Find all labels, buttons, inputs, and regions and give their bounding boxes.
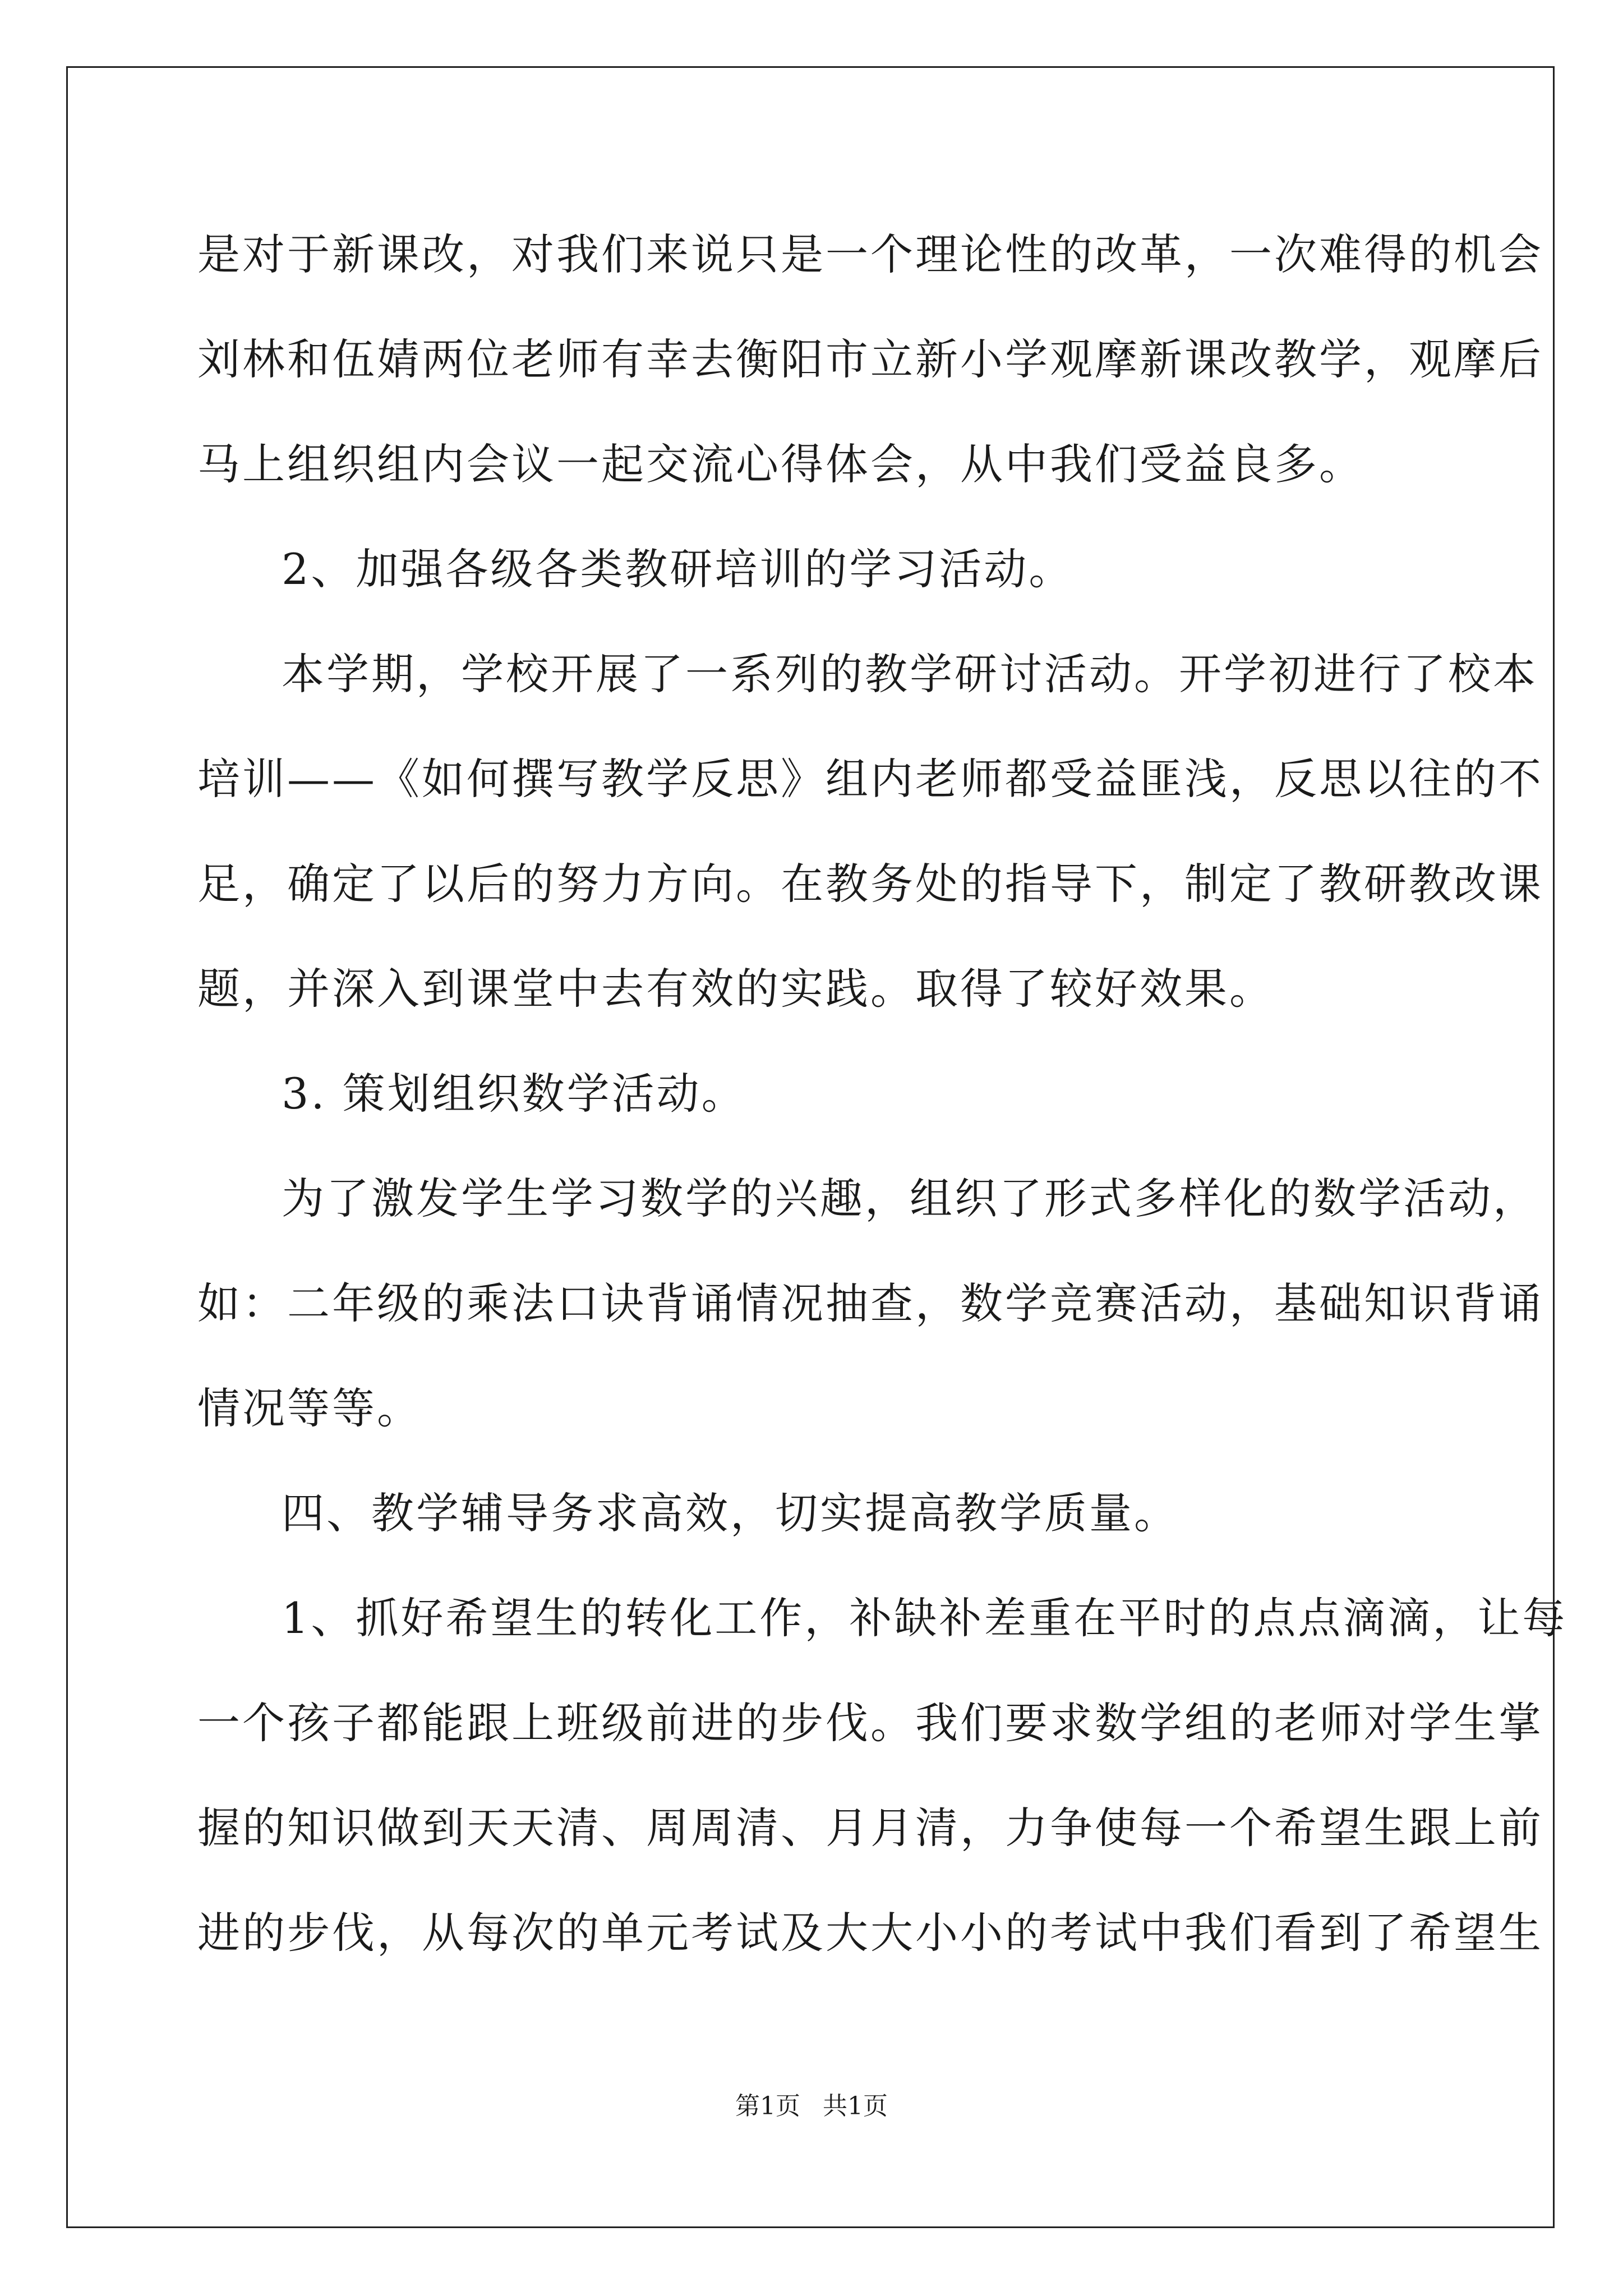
body-line: 情况等等。 xyxy=(197,1383,422,1433)
body-line: 本学期，学校开展了一系列的教学研讨活动。开学初进行了校本 xyxy=(282,649,1538,699)
page-footer xyxy=(0,2090,1623,2123)
section-heading: 四、教学辅导务求高效，切实提高教学质量。 xyxy=(282,1488,1179,1538)
page-number: 第1页 xyxy=(735,2092,800,2120)
section-heading: 3. 策划组织数学活动。 xyxy=(282,1069,746,1119)
body-line: 马上组织组内会议一起交流心得体会，从中我们受益良多。 xyxy=(197,439,1364,489)
body-line: 培训——《如何撰写教学反思》组内老师都受益匪浅，反思以往的不 xyxy=(197,754,1543,804)
body-line: 是对于新课改，对我们来说只是一个理论性的改革，一次难得的机会 xyxy=(197,229,1543,279)
body-line: 进的步伐，从每次的单元考试及大大小小的考试中我们看到了希望生 xyxy=(197,1908,1543,1958)
body-line: 握的知识做到天天清、周周清、月月清，力争使每一个希望生跟上前 xyxy=(197,1803,1543,1853)
document-body xyxy=(197,202,1567,1985)
page-total: 共1页 xyxy=(823,2092,888,2120)
body-line: 如：二年级的乘法口诀背诵情况抽查，数学竞赛活动，基础知识背诵 xyxy=(197,1278,1543,1328)
section-heading: 2、加强各级各类教研培训的学习活动。 xyxy=(282,544,1074,594)
body-line: 为了激发学生学习数学的兴趣，组织了形式多样化的数学活动， xyxy=(282,1174,1538,1223)
body-line: 刘林和伍婧两位老师有幸去衡阳市立新小学观摩新课改教学，观摩后 xyxy=(197,334,1543,384)
body-line: 足，确定了以后的努力方向。在教务处的指导下，制定了教研教改课 xyxy=(197,859,1543,909)
body-line: 1、抓好希望生的转化工作，补缺补差重在平时的点点滴滴，让每 xyxy=(282,1593,1567,1643)
body-line: 一个孩子都能跟上班级前进的步伐。我们要求数学组的老师对学生掌 xyxy=(197,1698,1543,1748)
body-line: 题，并深入到课堂中去有效的实践。取得了较好效果。 xyxy=(197,964,1274,1014)
